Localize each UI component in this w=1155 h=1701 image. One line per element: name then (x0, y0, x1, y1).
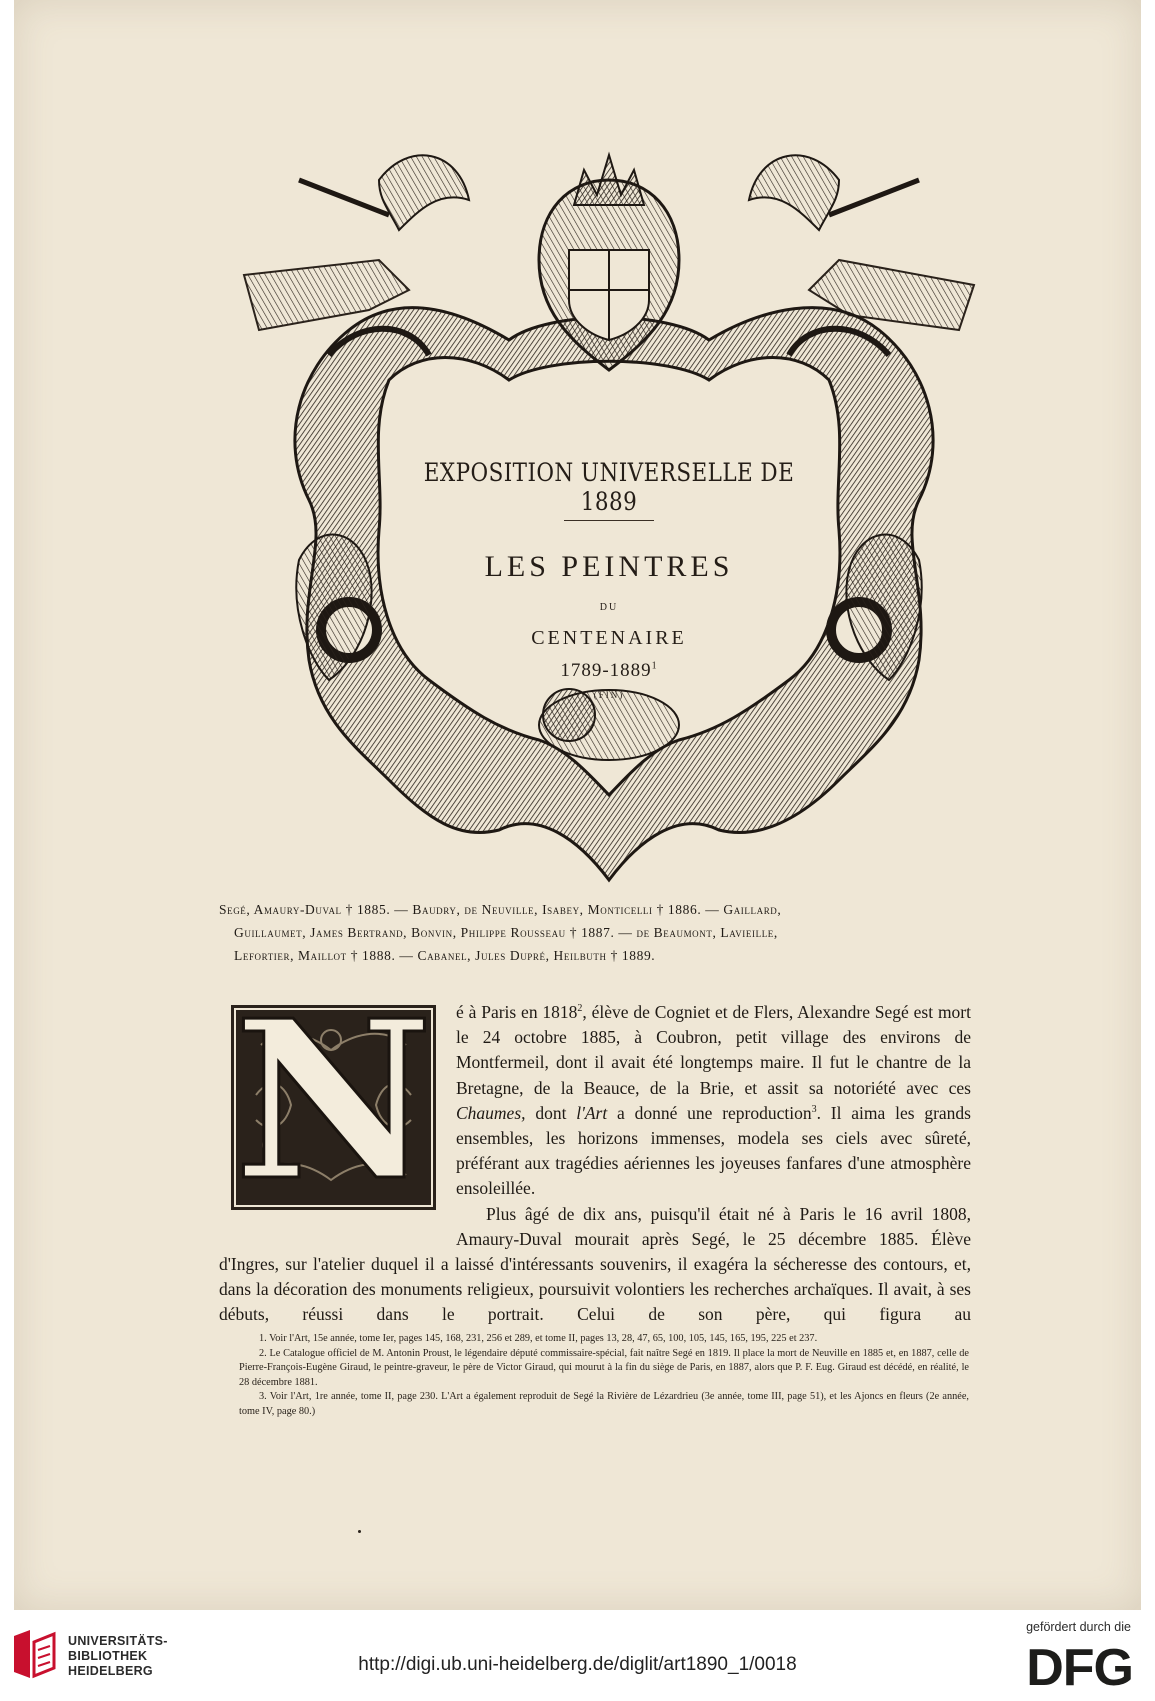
paragraph-2-rest: d'Ingres, sur l'atelier duquel il a laissé d'intéressants souvenirs, il exagéra la sécheresse des contours, et, dans la décoration des monuments religieux, poursuivit volontiers les recherches archaïques. Il avait, à ses débuts, réussi dans le portrait. Celui de son père, qui figura au (219, 1254, 971, 1325)
footnote: 2. Le Catalogue officiel de M. Antonin Proust, le légendaire député commissaire-spécial, fait naître Segé en 1819. Il place la mort de Neuville en 1885 et, en 1887, celle de Pierre-François-Eugène Giraud, le peintre-graveur, le père de Victor Giraud, qui mourut à la fin du siège de Paris, en 1887, alors que P. F. Eug. Giraud est décédé, en réalité, le 28 décembre 1881. (239, 1347, 969, 1388)
permalink-url[interactable]: http://digi.ub.uni-heidelberg.de/diglit/art1890_1/0018 (358, 1654, 797, 1675)
title-connector: DU (599, 602, 619, 613)
footnote: 3. Voir l'Art, 1re année, tome II, page 230. L'Art a également reproduit de Segé la Rivière de Lézardrieu (3e année, tome III, page 51), et les Ajoncs en fleurs (2e année, tome IV, page 80.) (239, 1391, 969, 1417)
library-name-line: BIBLIOTHEK (68, 1649, 148, 1663)
scanned-page (14, 0, 1141, 1610)
article-body (219, 973, 971, 1328)
article-series-title: EXPOSITION UNIVERSELLE DE 1889 (423, 458, 795, 516)
paragraph-2-line-1: Plus âgé de dix ans, puisqu'il était né à Paris le 16 avril 1808, (486, 1203, 971, 1224)
title-dates: 1789-1889$^1$ (560, 660, 658, 681)
footnote: 1. Voir l'Art, 15e année, tome Ier, pages 145, 168, 231, 256 et 289, et tome II, pages 13, 28, 47, 65, 100, 105, 145, 165, 195, 225 et 237. (259, 1333, 818, 1344)
footnotes (239, 1332, 969, 1419)
title-divider (564, 520, 654, 521)
summary-line: Lefortier, Maillot † 1888. — Cabanel, Jules Dupré, Heilbuth † 1889. (234, 948, 656, 963)
library-name-line: UNIVERSITÄTS- (68, 1634, 168, 1648)
title-status: (FIN) (593, 690, 625, 700)
initial-letter: N (233, 973, 434, 1229)
library-name-line: HEIDELBERG (68, 1664, 153, 1678)
dfg-logo[interactable]: DFG (1026, 1639, 1133, 1697)
paragraph-1: é à Paris en 1818$^2$, élève de Cogniet et de Flers, Alexandre Segé est mort le 24 octobre 1885, à Coubron, petit village des environs de Montfermeil, dont il avait été longtemps maire. Il fut le chantre de la Bretagne, de la Beauce, de la Brie, et assit sa notoriété avec ces Chaumes, dont l'Art a donné une reproduction$^3$. Il aima les grands ensembles, les horizons immenses, modela ses ciels avec sûreté, préférant aux tragédies aériennes les joyeuses fanfares d'une atmosphère ensoleillée. (456, 1002, 971, 1199)
summary-line: Guillaumet, James Bertrand, Bonvin, Philippe Rousseau † 1887. — de Beaumont, Lavieille, (234, 925, 778, 940)
article-title: LES PEINTRES (484, 550, 734, 583)
article-title-2: CENTENAIRE (531, 627, 687, 649)
funding-note: gefördert durch die (1026, 1620, 1131, 1634)
article-summary (219, 898, 969, 967)
viewer-footer (0, 1614, 1155, 1701)
paragraph-2-line-2: Amaury-Duval mourait après Segé, le 25 décembre 1885. Élève (456, 1228, 971, 1249)
summary-line: Segé, Amaury-Duval † 1885. — Baudry, de Neuville, Isabey, Monticelli † 1886. — Gaillard, (219, 902, 782, 917)
ornamental-cartouche (239, 140, 979, 885)
page-speck (358, 1530, 361, 1533)
